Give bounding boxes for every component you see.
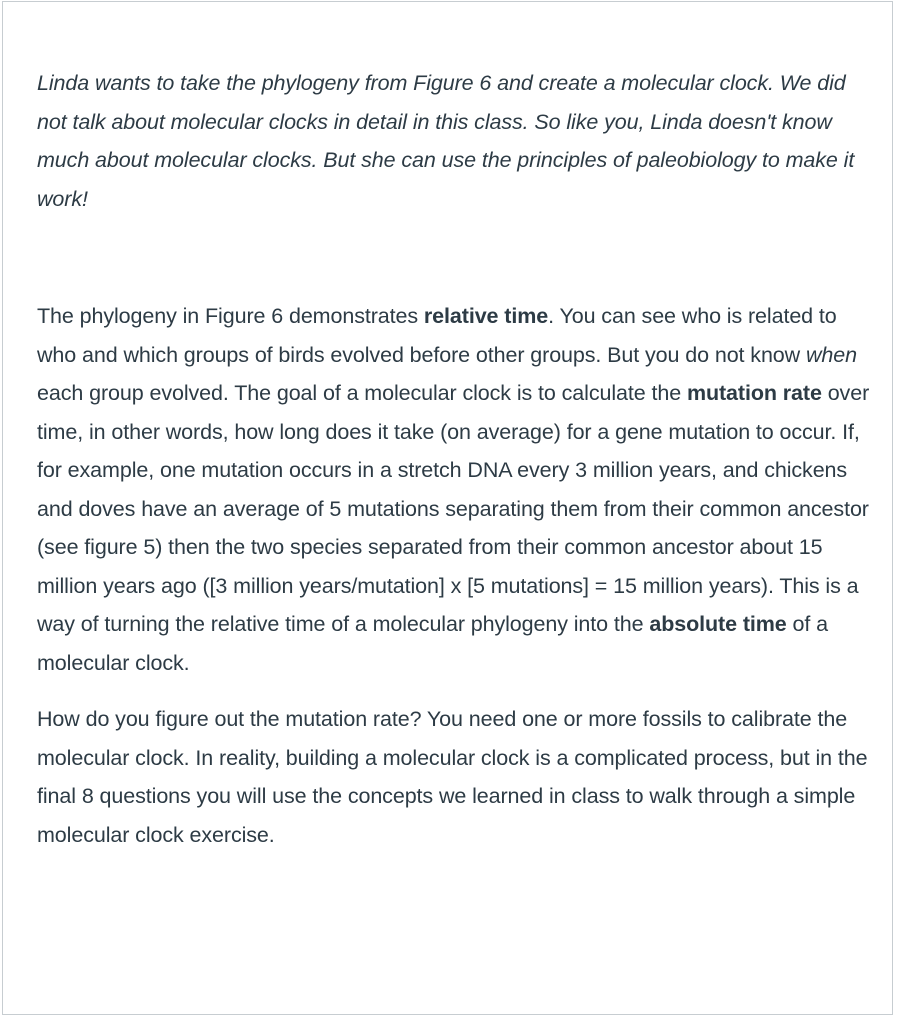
mutation-rate-paragraph: How do you figure out the mutation rate? You need one or more fossils to calibrate the molecular clock. In reality, building a molecular clock is a complicated process, but in the final 8 questions you will use the concepts we learned in class to walk through a simple molecular clock exercise. bbox=[37, 707, 868, 847]
text-span: of a molecular clock. bbox=[37, 612, 829, 675]
text-span: over time, in other words, how long does it take (on average) for a gene mutation to occur. If, for example, one mutation occurs in a stretch DNA every 3 million years, and chickens and doves have an average of 5 mutations separating them from their common ancestor (see figure 5) then the two species separated from their common ancestor about 15 million years ago ([3 million years/mutation] x [5 mutations] = 15 million years). This is a way of turning the relative time of a molecular phylogeny into the bbox=[37, 381, 870, 636]
spacer bbox=[37, 218, 877, 297]
intro-paragraph: Linda wants to take the phylogeny from Figure 6 and create a molecular clock. We did not talk about molecular clocks in detail in this class. So like you, Linda doesn't know much about molecular clocks. But she can use the principles of paleobiology to make it work! bbox=[37, 71, 855, 211]
text-span: each group evolved. The goal of a molecular clock is to calculate the bbox=[37, 381, 687, 405]
spacer bbox=[37, 682, 877, 700]
when-emphasis: when bbox=[805, 342, 857, 367]
text-span: The phylogeny in Figure 6 demonstrates bbox=[37, 304, 424, 328]
question-text bbox=[37, 64, 877, 854]
absolute-time-term: absolute time bbox=[649, 612, 787, 636]
mutation-rate-term: mutation rate bbox=[686, 381, 822, 405]
question-panel bbox=[2, 1, 893, 1015]
relative-time-paragraph bbox=[37, 297, 877, 682]
relative-time-term: relative time bbox=[423, 304, 549, 328]
text-span: . You can see who is related to who and which groups of birds evolved before other groups. But you do not know bbox=[37, 304, 837, 367]
